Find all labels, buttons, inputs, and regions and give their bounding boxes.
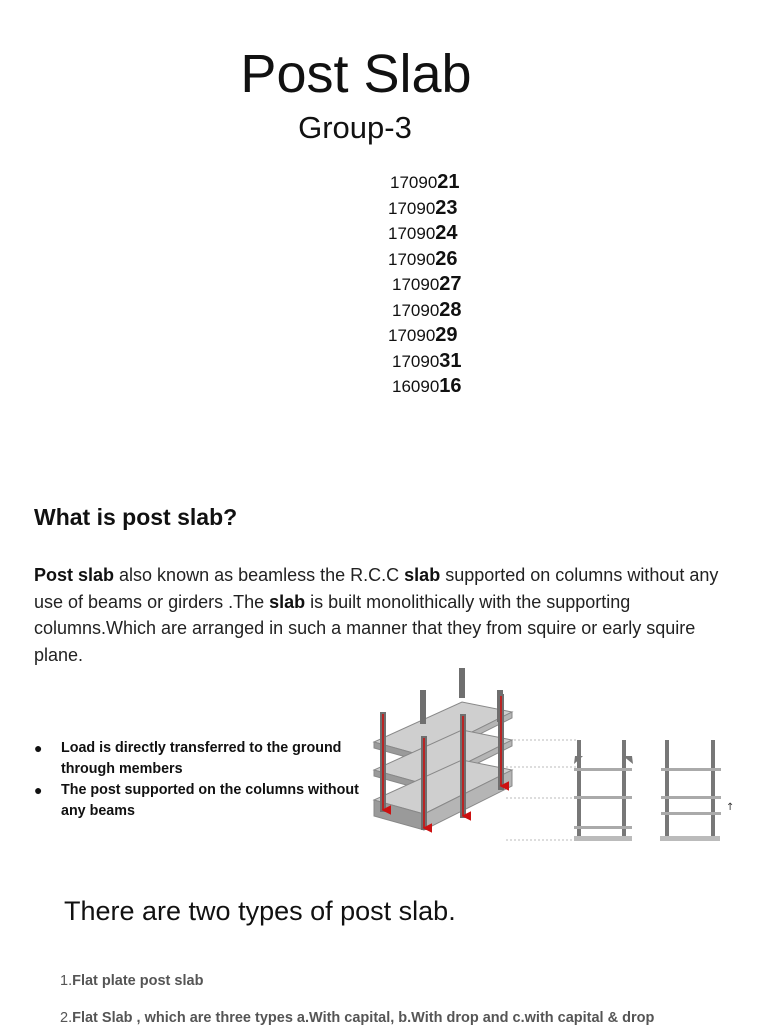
bullet-dot-icon: ● bbox=[34, 782, 43, 798]
type-item-1 bbox=[60, 972, 203, 990]
feature-bullet-list bbox=[34, 738, 364, 822]
member-id-suffix: 21 bbox=[437, 171, 460, 193]
para-text-2: supported on columns without any use of beams or girders .The bbox=[34, 565, 719, 612]
member-id-suffix: 31 bbox=[439, 349, 462, 372]
types-heading: There are two types of post slab. bbox=[64, 896, 456, 926]
bullet-dot-icon: ● bbox=[34, 740, 43, 756]
member-id-prefix: 17090 bbox=[388, 224, 436, 243]
section-heading: What is post slab? bbox=[34, 504, 238, 530]
bullet-text: The post supported on the columns without any beams bbox=[61, 782, 359, 819]
definition-paragraph bbox=[34, 562, 744, 668]
bullet-item bbox=[34, 780, 364, 822]
member-id bbox=[386, 170, 506, 196]
term-slab-2: slab bbox=[269, 591, 306, 612]
member-id bbox=[386, 221, 506, 247]
para-text-1: also known as beamless the R.C.C bbox=[114, 565, 405, 585]
page-title: Post Slab bbox=[240, 44, 472, 104]
figure-small-label: ↑ bbox=[726, 802, 735, 813]
isometric-frame bbox=[374, 668, 576, 840]
member-id bbox=[386, 323, 506, 349]
member-id-suffix: 28 bbox=[439, 298, 462, 321]
term-slab: slab bbox=[404, 565, 441, 585]
bullet-text: Load is directly transferred to the ground through members bbox=[61, 740, 342, 777]
type-text: Flat Slab , which are three types a.With capital, b.With drop and c.with capital & drop bbox=[72, 1010, 655, 1026]
term-post-slab: Post slab bbox=[34, 565, 115, 585]
member-id-suffix: 23 bbox=[435, 196, 458, 219]
section-view-capital bbox=[574, 740, 633, 841]
post-slab-diagram bbox=[366, 664, 740, 846]
type-number: 2. bbox=[60, 1010, 73, 1026]
member-id-suffix: 29 bbox=[435, 324, 458, 346]
member-id bbox=[386, 272, 506, 298]
member-id bbox=[386, 298, 506, 324]
type-text: Flat plate post slab bbox=[72, 973, 204, 989]
member-id bbox=[386, 349, 506, 375]
member-id-prefix: 17090 bbox=[392, 300, 440, 320]
member-id-suffix: 27 bbox=[439, 273, 462, 295]
member-id-suffix: 26 bbox=[435, 247, 458, 270]
member-id-prefix: 16090 bbox=[392, 377, 440, 396]
member-id bbox=[386, 247, 506, 273]
type-number: 1. bbox=[60, 973, 73, 989]
member-id-prefix: 17090 bbox=[392, 275, 440, 294]
para-text-3: is built monolithically with the supporting columns.Which are arranged in such a manner that they from squire or early squire plane. bbox=[34, 591, 696, 665]
section-view-drop bbox=[660, 740, 721, 841]
page-subtitle: Group-3 bbox=[298, 110, 412, 145]
member-id bbox=[386, 374, 506, 400]
member-id-suffix: 16 bbox=[439, 375, 462, 397]
type-item-2 bbox=[60, 1009, 654, 1027]
member-id-suffix: 24 bbox=[435, 222, 458, 244]
member-id-prefix: 17090 bbox=[388, 198, 436, 218]
member-id-prefix: 17090 bbox=[392, 351, 440, 371]
bullet-item bbox=[34, 738, 364, 780]
member-id-list bbox=[386, 170, 506, 400]
member-id-prefix: 17090 bbox=[388, 326, 436, 345]
member-id-prefix: 17090 bbox=[388, 249, 436, 269]
member-id bbox=[386, 196, 506, 222]
member-id-prefix: 17090 bbox=[390, 173, 438, 192]
